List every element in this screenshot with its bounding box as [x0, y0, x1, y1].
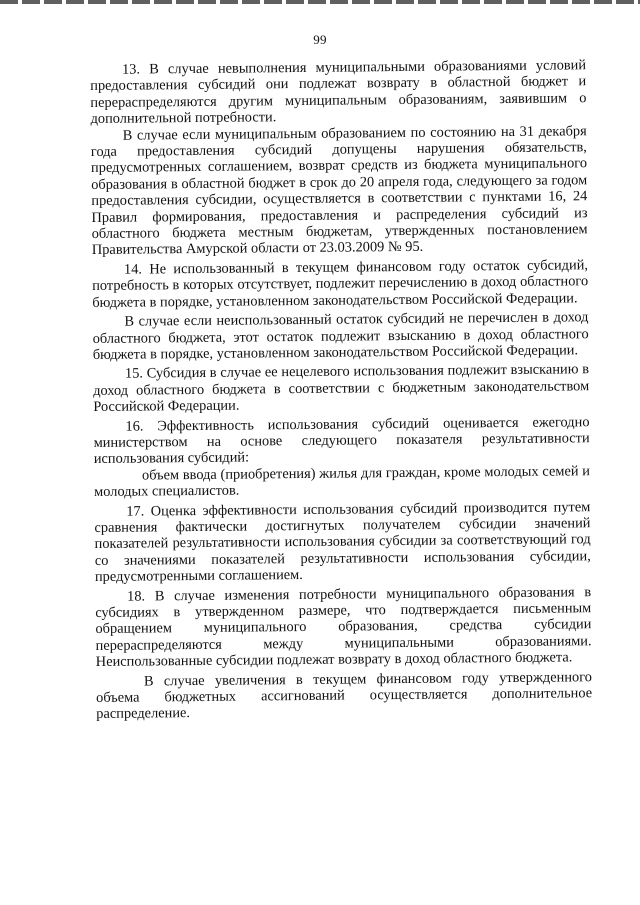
body-text: [90, 57, 592, 723]
paragraph-18: 18. В случае изменения потребности муниципального образования в субсидиях в утвержденном размере, что подтверждается письменным обращением муниципального образования, средства субсидии перераспределяются между муниципальными образованиями. Неиспользованные субсидии подлежат возврату в доход областного бюджета.: [95, 583, 592, 671]
paragraph-16: 16. Эффективность использования субсидий оценивается ежегодно министерством на основе следующего показателя результативности использования субсидий:: [93, 413, 590, 468]
paragraph-13-note: В случае если муниципальным образованием по состоянию на 31 декабря года предоставления субсидий допущены нарушения обязательств, предусмотренных соглашением, возврат средств из бюджета муниципального образования в областной бюджет в срок до 20 апреля года, следующего за годом предоставления субсидии, осуществляется в соответствии с пунктами 16, 24 Правил формирования, предоставления и распределения субсидий из областного бюджета местным бюджетам, утвержденных постановлением Правительства Амурской области от 23.03.2009 № 95.: [90, 122, 588, 259]
paragraph-18-note: В случае увеличения в текущем финансовом году утвержденного объема бюджетных ассигнований осуществляется дополнительное распределение.: [96, 668, 593, 723]
scan-edge-marks: [0, 0, 640, 4]
paragraph-16-indicator: объем ввода (приобретения) жилья для граждан, кроме молодых семей и молодых специалистов.: [94, 462, 591, 501]
paragraph-13: 13. В случае невыполнения муниципальными образованиями условий предоставления субсидий они подлежат возврату в областной бюджет и перераспределяются другим муниципальным образованиям, заявившим о дополнительной потребности.: [90, 57, 587, 128]
page-number: 99: [313, 32, 327, 47]
paragraph-14-note: В случае если неиспользованный остаток субсидий не перечислен в доход областного бюджета, этот остаток подлежит взысканию в доход областного бюджета в порядке, установленном законодательством Российской Федерации.: [92, 309, 589, 363]
paragraph-14: 14. Не использованный в текущем финансовом году остаток субсидий, потребность в которых отсутствует, подлежит перечислению в доход областного бюджета в порядке, установленном законодательством Российской Федерации.: [92, 257, 589, 311]
paragraph-17: 17. Оценка эффективности использования субсидий производится путем сравнения фактически достигнутых получателем субсидии значений показателей результативности использования субсидии за соответствующий год со значениями показателей результативности использования субсидии, предусмотренными соглашением.: [94, 498, 591, 586]
paragraph-15: 15. Субсидия в случае ее нецелевого использования подлежит взысканию в доход областного бюджета в соответствии с бюджетным законодательством Российской Федерации.: [93, 361, 590, 416]
